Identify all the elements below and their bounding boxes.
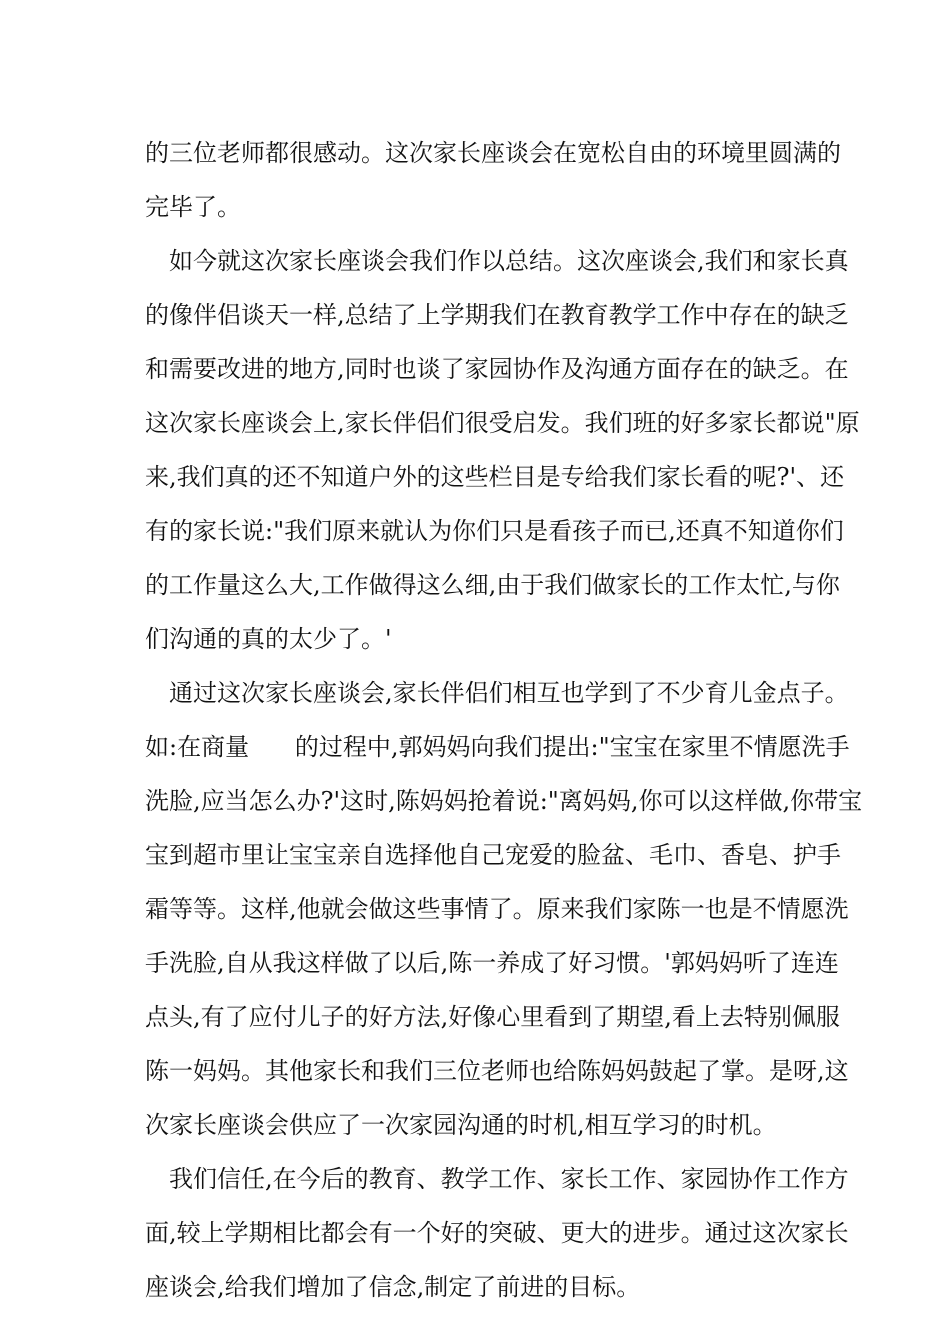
paragraph-line: 这次家长座谈会上,家长伴侣们很受启发。我们班的好多家长都说"原 xyxy=(145,409,860,437)
paragraph-line: 的三位老师都很感动。这次家长座谈会在宽松自由的环境里圆满的 xyxy=(145,139,841,167)
paragraph-line: 通过这次家长座谈会,家长伴侣们相互也学到了不少育儿金点子。 xyxy=(169,679,849,707)
paragraph-line: 陈一妈妈。其他家长和我们三位老师也给陈妈妈鼓起了掌。是呀,这 xyxy=(145,1057,849,1085)
paragraph-line: 点头,有了应付儿子的好方法,好像心里看到了期望,看上去特别佩服 xyxy=(145,1003,840,1031)
paragraph-line: 宝到超市里让宝宝亲自选择他自己宠爱的脸盆、毛巾、香皂、护手 xyxy=(145,841,841,869)
paragraph-line: 来,我们真的还不知道户外的这些栏目是专给我们家长看的呢?'、还 xyxy=(145,463,845,491)
paragraph-line: 次家长座谈会供应了一次家园沟通的时机,相互学习的时机。 xyxy=(145,1111,777,1139)
paragraph-line: 的工作量这么大,工作做得这么细,由于我们做家长的工作太忙,与你 xyxy=(145,571,840,599)
paragraph-line: 们沟通的真的太少了。' xyxy=(145,625,392,653)
paragraph-line: 的像伴侣谈天一样,总结了上学期我们在教育教学工作中存在的缺乏 xyxy=(145,301,849,329)
paragraph-line: 霜等等。这样,他就会做这些事情了。原来我们家陈一也是不情愿洗 xyxy=(145,895,849,923)
paragraph-line: 和需要改进的地方,同时也谈了家园协作及沟通方面存在的缺乏。在 xyxy=(145,355,849,383)
paragraph-line: 手洗脸,自从我这样做了以后,陈一养成了好习惯。'郭妈妈听了连连 xyxy=(145,949,839,977)
paragraph-line: 有的家长说:"我们原来就认为你们只是看孩子而已,还真不知道你们 xyxy=(145,517,844,545)
paragraph-line: 洗脸,应当怎么办?'这时,陈妈妈抢着说:"离妈妈,你可以这样做,你带宝 xyxy=(145,787,863,815)
paragraph-2 xyxy=(145,234,860,666)
paragraph-line: 面,较上学期相比都会有一个好的突破、更大的进步。通过这次家长 xyxy=(145,1219,849,1247)
paragraph-1 xyxy=(145,126,841,234)
paragraph-3 xyxy=(145,666,863,1152)
document-body xyxy=(145,126,863,1314)
paragraph-4 xyxy=(145,1152,849,1314)
paragraph-line: 如今就这次家长座谈会我们作以总结。这次座谈会,我们和家长真 xyxy=(169,247,849,275)
paragraph-line: 座谈会,给我们增加了信念,制定了前进的目标。 xyxy=(145,1273,641,1301)
paragraph-line: 如:在商量 的过程中,郭妈妈向我们提出:"宝宝在家里不情愿洗手 xyxy=(145,733,850,761)
paragraph-line: 完毕了。 xyxy=(145,193,241,221)
paragraph-line: 我们信任,在今后的教育、教学工作、家长工作、家园协作工作方 xyxy=(169,1165,849,1193)
